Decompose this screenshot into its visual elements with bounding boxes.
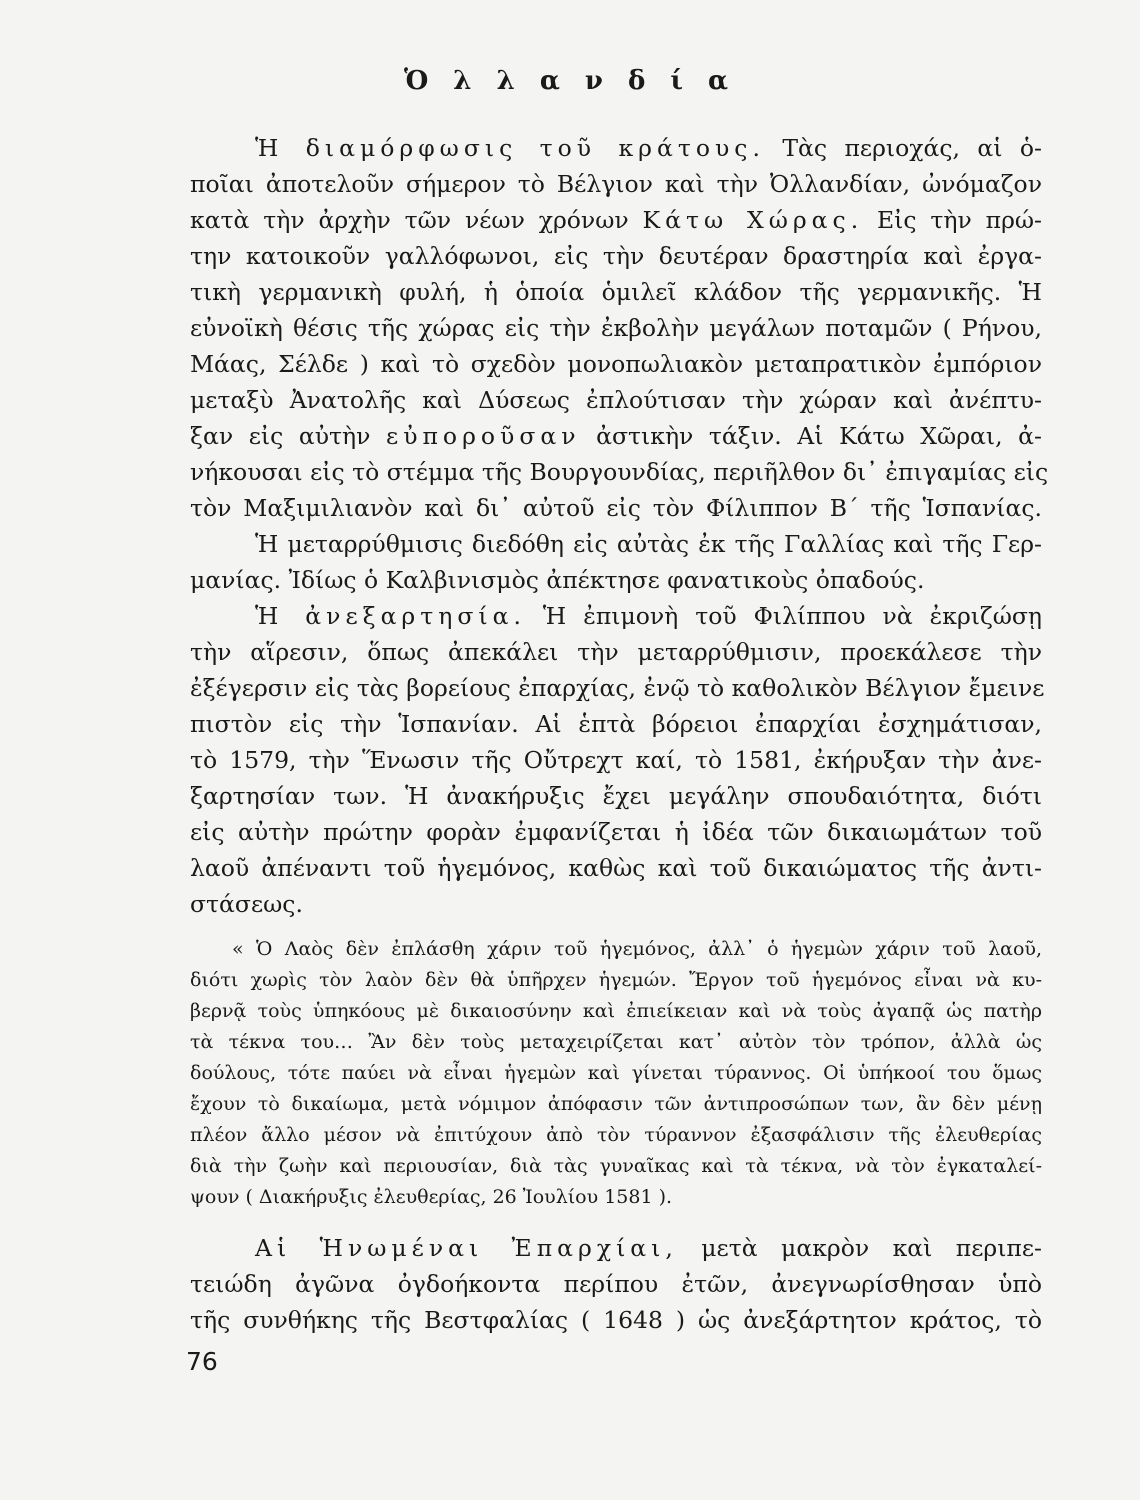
text-line (190, 202, 1042, 238)
text-span: Ἡ διαμόρφωσις τοῦ κράτους. (255, 134, 765, 162)
text-line (190, 1302, 1042, 1338)
text-span: Κάτω Χώρας. (642, 206, 864, 234)
text-span: ξαρτησίαν των. Ἡ ἀνακήρυξις ἔχει μεγάλην σπουδαιότητα, διότι (190, 782, 1042, 810)
text-line (190, 238, 1042, 274)
text-span: νήκουσαι εἰς τὸ στέμμα τῆς Βουργουνδίας, περιῆλθον δι᾿ ἐπιγαμίας εἰς (190, 458, 1049, 486)
text-line (190, 814, 1042, 850)
text-span: την κατοικοῦν γαλλόφωνοι, εἰς τὴν δευτέραν δραστηρία καὶ ἐργα- (190, 242, 1042, 270)
text-span: ξαν εἰς αὐτὴν (190, 422, 387, 450)
text-span: μανίας. Ἰδίως ὁ Καλβινισμὸς ἀπέκτησε φανατικοὺς ὀπαδούς. (190, 566, 925, 594)
text-span: τὸν Μαξιμιλιανὸν καὶ δι᾿ αὐτοῦ εἰς τὸν Φίλιππον Β΄ τῆς Ἱσπανίας. (190, 494, 1042, 522)
text-span: εὐποροῦσαν (386, 422, 581, 450)
text-span: τικὴ γερμανικὴ φυλή, ἡ ὁποία ὁμιλεῖ κλάδον τῆς γερμανικῆς. Ἡ (190, 278, 1042, 306)
text-line (190, 886, 1042, 922)
text-span: ἐξέγερσιν εἰς τὰς βορείους ἐπαρχίας, ἐνῷ τὸ καθολικὸν Βέλγιον ἔμεινε (190, 674, 1045, 702)
quote-line: « Ὁ Λαὸς δὲν ἐπλάσθη χάριν τοῦ ἡγεμόνος, ἀλλ᾿ ὁ ἡγεμὼν χάριν τοῦ λαοῦ, (232, 938, 1042, 960)
text-line (255, 526, 1042, 562)
text-span: στάσεως. (190, 890, 303, 918)
text-line (190, 274, 1042, 310)
text-span: μεταξὺ Ἀνατολῆς καὶ Δύσεως ἐπλούτισαν τὴν χώραν καὶ ἀνέπτυ- (190, 386, 1042, 414)
text-span: λαοῦ ἀπέναντι τοῦ ἡγεμόνος, καθὼς καὶ τοῦ δικαιώματος τῆς ἀντι- (190, 854, 1042, 882)
text-span: ἀστικὴν τάξιν. Αἱ Κάτω Χῶραι, ἀ- (580, 422, 1042, 450)
text-line (190, 490, 1042, 526)
quote-line: πλέον ἄλλο μέσον νὰ ἐπιτύχουν ἀπὸ τὸν τύραννον ἐξασφάλισιν τῆς ἐλευθερίας (190, 1124, 1042, 1146)
text-span: Τὰς περιοχάς, αἱ ὁ- (764, 134, 1043, 162)
text-line (190, 634, 1042, 670)
text-span: εἰς αὐτὴν πρώτην φορὰν ἐμφανίζεται ἡ ἰδέα τῶν δικαιωμάτων τοῦ (190, 818, 1042, 846)
text-span: Ἡ μεταρρύθμισις διεδόθη εἰς αὐτὰς ἐκ τῆς Γαλλίας καὶ τῆς Γερ- (255, 530, 1042, 558)
text-line (190, 310, 1042, 346)
text-span: Ἡ ἀνεξαρτησία. (255, 602, 526, 630)
text-line (255, 130, 1042, 166)
text-line (190, 346, 1042, 382)
text-line (190, 1266, 1042, 1302)
text-span: κατὰ τὴν ἀρχὴν τῶν νέων χρόνων (190, 206, 643, 234)
text-line (255, 1230, 1042, 1266)
text-line (190, 454, 1049, 490)
text-line (190, 742, 1042, 778)
text-line (190, 706, 1042, 742)
text-span: Μάας, Σέλδε ) καὶ τὸ σχεδὸν μονοπωλιακὸν μεταπρατικὸν ἐμπόριον (190, 350, 1042, 378)
quote-line: ἔχουν τὸ δικαίωμα, μετὰ νόμιμον ἀπόφασιν τῶν ἀντιπροσώπων των, ἂν δὲν μένῃ (190, 1093, 1042, 1115)
text-line (190, 562, 1042, 598)
text-line (190, 166, 1042, 202)
text-span: τειώδη ἀγῶνα ὀγδοήκοντα περίπου ἐτῶν, ἀνεγνωρίσθησαν ὑπὸ (190, 1270, 1042, 1298)
text-span: πιστὸν εἰς τὴν Ἱσπανίαν. Αἱ ἑπτὰ βόρειοι ἐπαρχίαι ἐσχημάτισαν, (190, 710, 1042, 738)
text-line (190, 418, 1042, 454)
page-number: 76 (186, 1347, 218, 1376)
text-line (190, 670, 1045, 706)
text-line (255, 598, 1042, 634)
quote-line: διὰ τὴν ζωὴν καὶ περιουσίαν, διὰ τὰς γυναῖκας καὶ τὰ τέκνα, νὰ τὸν ἐγκαταλεί- (190, 1155, 1042, 1177)
text-span: Αἱ Ἡνωμέναι Ἐπαρχίαι, (255, 1234, 678, 1262)
text-span: τὸ 1579, τὴν Ἕνωσιν τῆς Οὔτρεχτ καί, τὸ 1581, ἐκήρυξαν τὴν ἀνε- (190, 746, 1042, 774)
text-line (190, 778, 1042, 814)
text-span: Εἰς τὴν πρώ- (863, 206, 1042, 234)
quote-line: βερνᾷ τοὺς ὑπηκόους μὲ δικαιοσύνην καὶ ἐπιείκειαν καὶ νὰ τοὺς ἀγαπᾷ ὡς πατὴρ (190, 1000, 1042, 1022)
page-title: Ὁ λ λ α ν δ ί α (403, 66, 737, 96)
text-span: εὐνοϊκὴ θέσις τῆς χώρας εἰς τὴν ἐκβολὴν μεγάλων ποταμῶν ( Ρήνου, (190, 314, 1042, 342)
quote-line: διότι χωρὶς τὸν λαὸν δὲν θὰ ὑπῆρχεν ἡγεμών. Ἔργον τοῦ ἡγεμόνος εἶναι νὰ κυ- (190, 969, 1042, 991)
quote-line: τὰ τέκνα του… Ἂν δὲν τοὺς μεταχειρίζεται κατ᾿ αὐτὸν τὸν τρόπον, ἀλλὰ ὡς (190, 1031, 1042, 1053)
quote-line: ψουν ( Διακήρυξις ἐλευθερίας, 26 Ἰουλίου 1581 ). (190, 1186, 673, 1208)
quote-line: δούλους, τότε παύει νὰ εἶναι ἡγεμὼν καὶ γίνεται τύραννος. Οἱ ὑπήκοοί του ὅμως (190, 1062, 1042, 1084)
text-span: ποῖαι ἀποτελοῦν σήμερον τὸ Βέλγιον καὶ τὴν Ὀλλανδίαν, ὠνόμαζον (190, 170, 1042, 198)
text-span: μετὰ μακρὸν καὶ περιπε- (677, 1234, 1042, 1262)
text-span: τῆς συνθήκης τῆς Βεστφαλίας ( 1648 ) ὡς ἀνεξάρτητον κράτος, τὸ (190, 1306, 1042, 1334)
text-line (190, 382, 1042, 418)
text-line (190, 850, 1042, 886)
text-span: Ἡ ἐπιμονὴ τοῦ Φιλίππου νὰ ἐκριζώσῃ (525, 602, 1043, 630)
text-span: τὴν αἵρεσιν, ὅπως ἀπεκάλει τὴν μεταρρύθμισιν, προεκάλεσε τὴν (190, 638, 1042, 666)
